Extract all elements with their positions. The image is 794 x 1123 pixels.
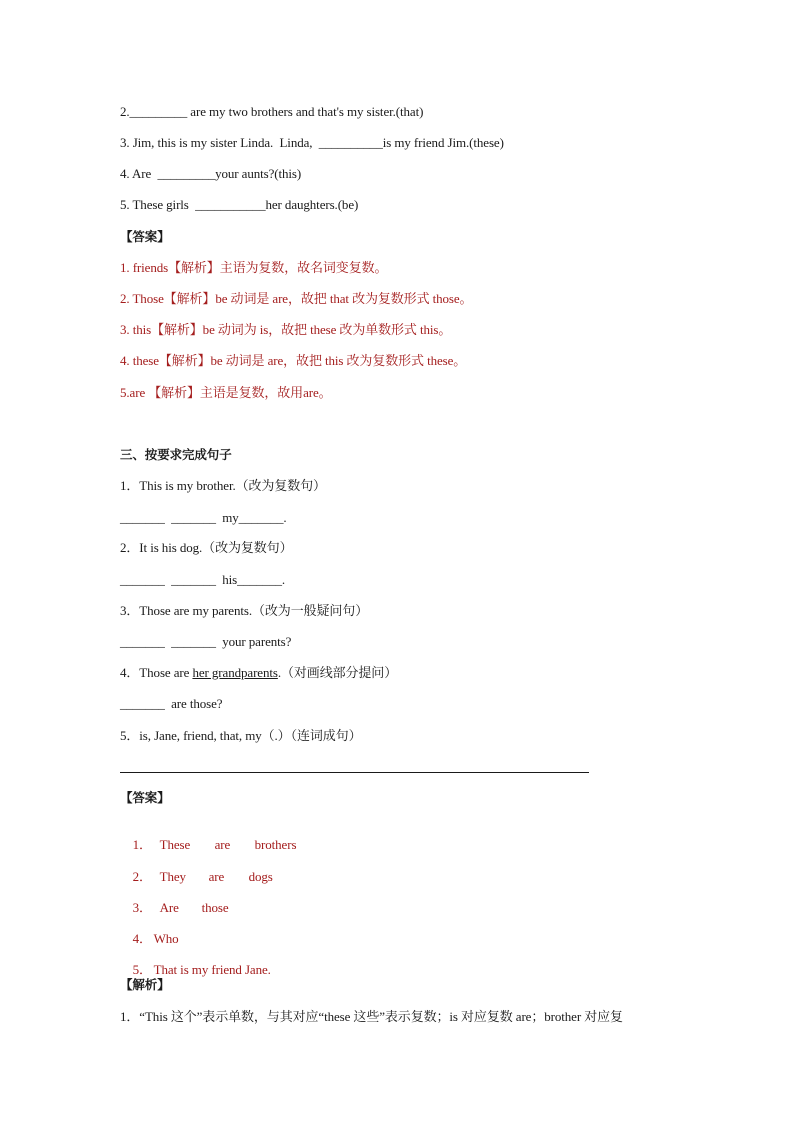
question-2: 2._________ are my two brothers and that's my sister.(that): [120, 104, 424, 119]
question-3: 3．Those are my parents.（改为一般疑问句）: [120, 603, 369, 618]
answer-number: 3．: [132, 900, 152, 915]
question-4: [120, 665, 397, 681]
answer-word: are: [208, 869, 225, 884]
question-1: 1．This is my brother.（改为复数句）: [120, 478, 326, 493]
answer-line: [120, 772, 589, 773]
answer-item: 2. Those【解析】be 动词是 are，故把 that 改为复数形式 those。: [120, 291, 473, 306]
answer-item: 1. friends【解析】主语为复数，故名词变复数。: [120, 260, 388, 275]
fill-blank-line: _______ _______ his_______.: [120, 572, 286, 587]
question-2: 2．It is his dog.（改为复数句）: [120, 540, 293, 555]
answer-number: 2．: [132, 869, 152, 884]
analysis-label: 【解析】: [120, 977, 170, 992]
answer-number: 5．: [132, 962, 152, 977]
answer-label: 【答案】: [120, 790, 170, 805]
question-4-prefix: 4．Those are: [120, 665, 193, 680]
answer-word: those: [201, 900, 229, 915]
answer-word: are: [214, 837, 231, 852]
section-heading: 三、按要求完成句子: [120, 447, 232, 462]
fill-blank-line: _______ are those?: [120, 696, 223, 711]
answer-word: These: [159, 837, 191, 852]
answer-word: Are: [159, 900, 179, 915]
answer-word: That is my friend Jane.: [153, 962, 271, 977]
answer-item: 3. this【解析】be 动词为 is，故把 these 改为单数形式 this。: [120, 322, 452, 337]
fill-blank-line: _______ _______ your parents?: [120, 634, 292, 649]
question-3: 3. Jim, this is my sister Linda. Linda, __________is my friend Jim.(these): [120, 135, 504, 150]
answer-word: dogs: [248, 869, 273, 884]
underlined-phrase: her grandparents: [192, 665, 278, 680]
question-4: 4. Are _________your aunts?(this): [120, 166, 302, 181]
answer-item: 4. these【解析】be 动词是 are，故把 this 改为复数形式 these。: [120, 353, 467, 368]
answer-number: 4．: [132, 931, 152, 946]
question-4-suffix: .（对画线部分提问）: [277, 665, 398, 680]
analysis-text: 1．“This 这个”表示单数，与其对应“these 这些”表示复数；is 对应复数 are；brother 对应复: [120, 1009, 623, 1024]
answer-word: brothers: [254, 837, 297, 852]
answer-item: 5.are 【解析】主语是复数，故用are。: [120, 385, 332, 400]
answer-number: 1．: [132, 837, 152, 852]
answer-word: Who: [153, 931, 179, 946]
answer-word: They: [159, 869, 186, 884]
answer-label: 【答案】: [120, 229, 170, 244]
question-5: 5．is, Jane, friend, that, my（.）（连词成句）: [120, 728, 362, 743]
fill-blank-line: _______ _______ my_______.: [120, 510, 287, 525]
question-5: 5. These girls ___________her daughters.(be): [120, 197, 359, 212]
